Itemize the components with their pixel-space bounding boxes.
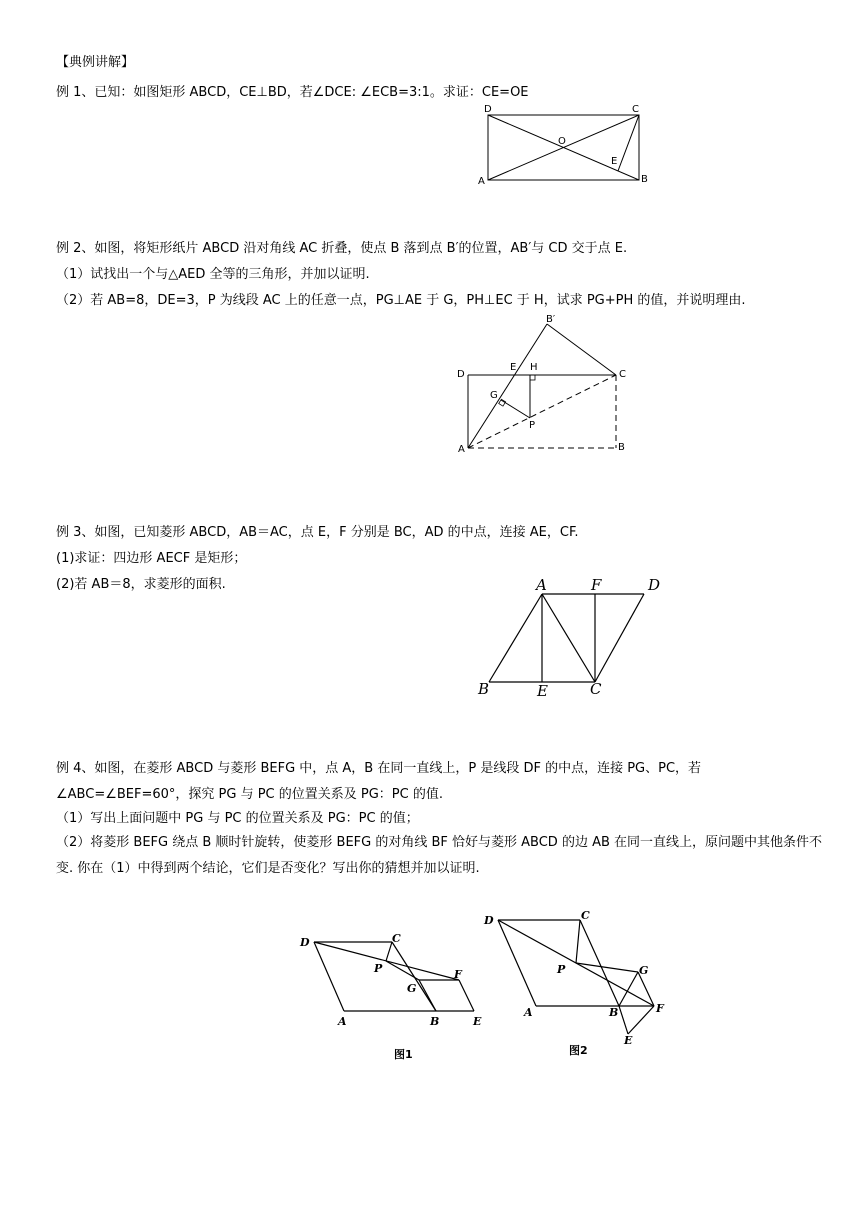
- fig2-label-P: P: [557, 963, 566, 976]
- fig2-label-D: D: [484, 914, 494, 927]
- section-heading: 【典例讲解】: [56, 55, 135, 70]
- ex1-label-O: O: [558, 136, 566, 147]
- ex1-label-E: E: [611, 156, 618, 167]
- ex2-label-Bprime: B′: [546, 314, 556, 325]
- ex3-label-B: B: [478, 680, 490, 698]
- ex2-label-A: A: [458, 444, 465, 455]
- example-3-text: 例 3、如图，已知菱形 ABCD，AB＝AC，点 E，F 分别是 BC，AD 的中点，连接 AE，CF.: [56, 525, 579, 540]
- fig1-label-E: E: [473, 1015, 482, 1028]
- example-3-figure: [474, 574, 674, 700]
- example-1-figure: [470, 100, 660, 190]
- fig1-label-P: P: [374, 962, 383, 975]
- example-4-q2: （2）将菱形 BEFG 绕点 B 顺时针旋转，使菱形 BEFG 的对角线 BF 恰好与菱形 ABCD 的边 AB 在同一直线上，原问题中其他条件不变. 你在（1）中得到两个结论，它们是否变化？写出你的猜想并加以证明.: [56, 835, 823, 876]
- ex3-label-F: F: [591, 576, 602, 594]
- ex1-label-C: C: [632, 104, 639, 115]
- fig1-caption: 图1: [394, 1048, 413, 1061]
- example-4-figure-2: [480, 902, 680, 1062]
- example-4-figure-1: [296, 930, 496, 1065]
- ex3-label-A: A: [536, 576, 547, 594]
- example-4-q1: （1）写出上面问题中 PG 与 PC 的位置关系及 PG：PC 的值；: [56, 811, 419, 826]
- fig1-label-C: C: [392, 932, 401, 945]
- fig2-label-C: C: [581, 909, 590, 922]
- ex2-label-B: B: [618, 442, 625, 453]
- fig1-label-B: B: [430, 1015, 440, 1028]
- example-2-q2: （2）若 AB=8，DE=3，P 为线段 AC 上的任意一点，PG⊥AE 于 G，PH⊥EC 于 H，试求 PG+PH 的值，并说明理由.: [56, 293, 746, 308]
- example-3-q1: (1)求证：四边形 AECF 是矩形；: [56, 551, 247, 566]
- example-3-q2: (2)若 AB＝8，求菱形的面积.: [56, 577, 226, 592]
- ex2-label-C: C: [619, 369, 626, 380]
- ex2-label-G: G: [490, 390, 498, 401]
- fig2-label-A: A: [524, 1006, 533, 1019]
- ex2-label-D: D: [457, 369, 465, 380]
- example-2-figure: [450, 312, 640, 462]
- ex1-label-D: D: [484, 104, 492, 115]
- ex2-label-P: P: [529, 420, 536, 431]
- ex2-label-E: E: [510, 362, 517, 373]
- fig2-label-E: E: [624, 1034, 633, 1047]
- fig2-label-G: G: [639, 964, 649, 977]
- example-2-q1: （1）试找出一个与△AED 全等的三角形，并加以证明.: [56, 267, 370, 282]
- ex3-label-D: D: [648, 576, 661, 594]
- example-2-text: 例 2、如图，将矩形纸片 ABCD 沿对角线 AC 折叠，使点 B 落到点 B′的位置，AB′与 CD 交于点 E.: [56, 241, 628, 256]
- ex1-label-A: A: [478, 176, 485, 187]
- fig1-label-G: G: [407, 982, 417, 995]
- ex3-label-E: E: [537, 682, 548, 700]
- ex1-label-B: B: [641, 174, 648, 185]
- fig2-label-B: B: [609, 1006, 619, 1019]
- example-4-text: 例 4、如图，在菱形 ABCD 与菱形 BEFG 中，点 A，B 在同一直线上，P 是线段 DF 的中点，连接 PG、PC，若∠ABC=∠BEF=60°，探究 PG 与 PC 的位置关系及 PG：PC 的值.: [56, 761, 702, 802]
- example-1-text: 例 1、已知：如图矩形 ABCD，CE⊥BD，若∠DCE: ∠ECB=3:1。求证：CE=OE: [56, 85, 529, 100]
- fig1-label-D: D: [300, 936, 310, 949]
- fig1-label-F: F: [454, 968, 462, 981]
- fig1-label-A: A: [338, 1015, 347, 1028]
- fig2-label-F: F: [656, 1002, 664, 1015]
- ex2-label-H: H: [530, 362, 538, 373]
- fig2-caption: 图2: [569, 1044, 588, 1057]
- ex3-label-C: C: [590, 680, 602, 698]
